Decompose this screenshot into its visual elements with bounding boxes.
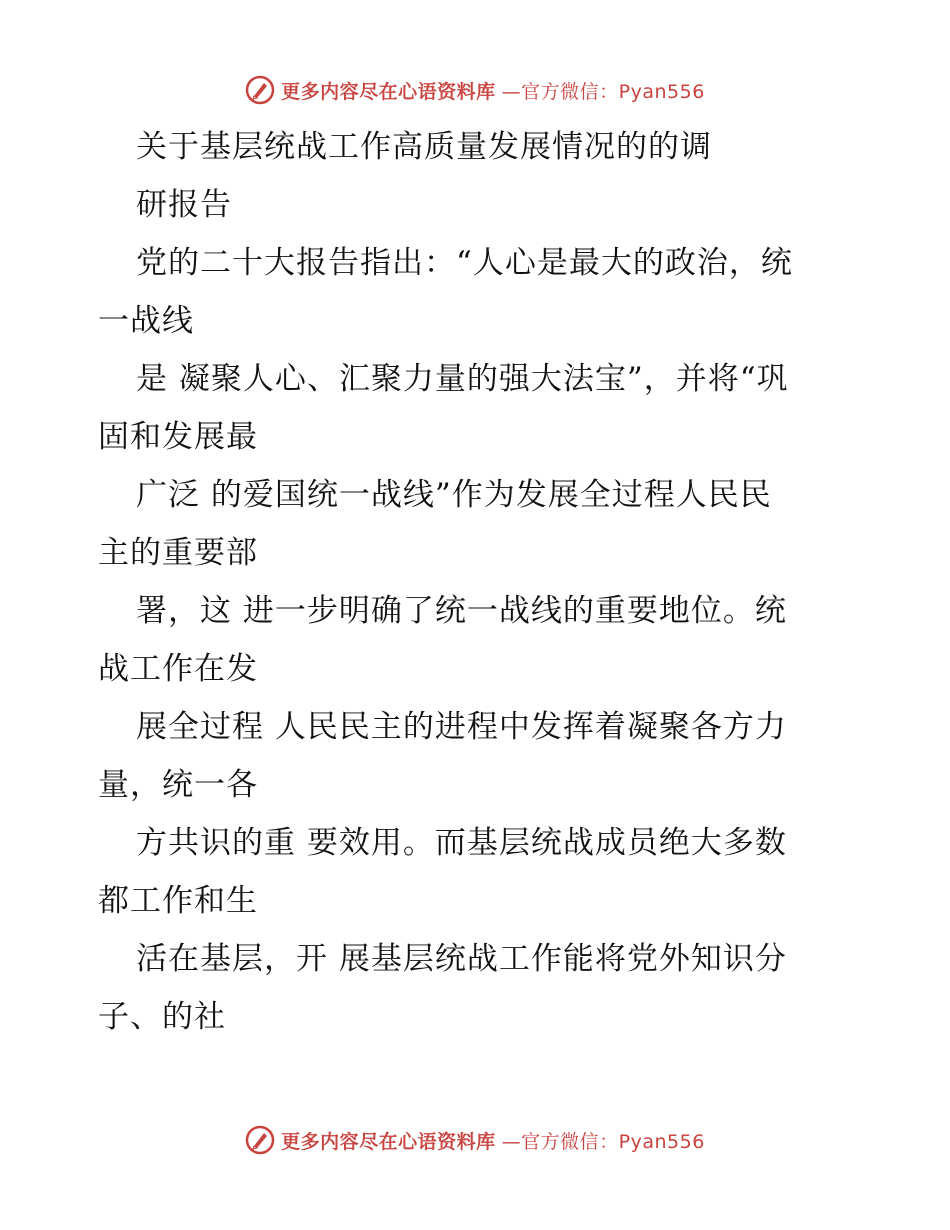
paragraph-line: 都工作和生	[98, 883, 258, 919]
watermark-main-text: 更多内容尽在心语资料库	[281, 1130, 496, 1153]
paragraph-line: 党的二十大报告指出：“人心是最大的政治，统	[136, 245, 793, 281]
paragraph-line: 子、的社	[98, 999, 226, 1035]
footer-watermark	[0, 1120, 950, 1160]
watermark-main-text: 更多内容尽在心语资料库	[281, 80, 496, 103]
document-body	[98, 118, 858, 1046]
paragraph-line: 固和发展最	[98, 419, 258, 455]
watermark-suffix-text: —官方微信：Pyan556	[501, 80, 705, 103]
header-watermark	[0, 70, 950, 110]
paragraph-line: 广泛 的爱国统一战线”作为发展全过程人民民	[136, 477, 772, 513]
paragraph-line: 量，统一各	[98, 767, 258, 803]
paragraph-line: 一战线	[98, 303, 194, 339]
paragraph-line: 署，这 进一步明确了统一战线的重要地位。统	[136, 593, 787, 629]
paragraph-line: 战工作在发	[98, 651, 258, 687]
paragraph-line: 展全过程 人民民主的进程中发挥着凝聚各方力	[136, 709, 787, 745]
pen-logo-icon	[245, 1125, 275, 1155]
title-line-1: 关于基层统战工作高质量发展情况的的调	[136, 129, 712, 165]
paragraph-line: 是 凝聚人心、汇聚力量的强大法宝”，并将“巩	[136, 361, 789, 397]
pen-logo-icon	[245, 75, 275, 105]
watermark-suffix-text: —官方微信：Pyan556	[501, 1130, 705, 1153]
paragraph-line: 活在基层，开 展基层统战工作能将党外知识分	[136, 941, 787, 977]
title-line-2: 研报告	[136, 187, 232, 223]
paragraph-line: 方共识的重 要效用。而基层统战成员绝大多数	[136, 825, 787, 861]
paragraph-line: 主的重要部	[98, 535, 258, 571]
